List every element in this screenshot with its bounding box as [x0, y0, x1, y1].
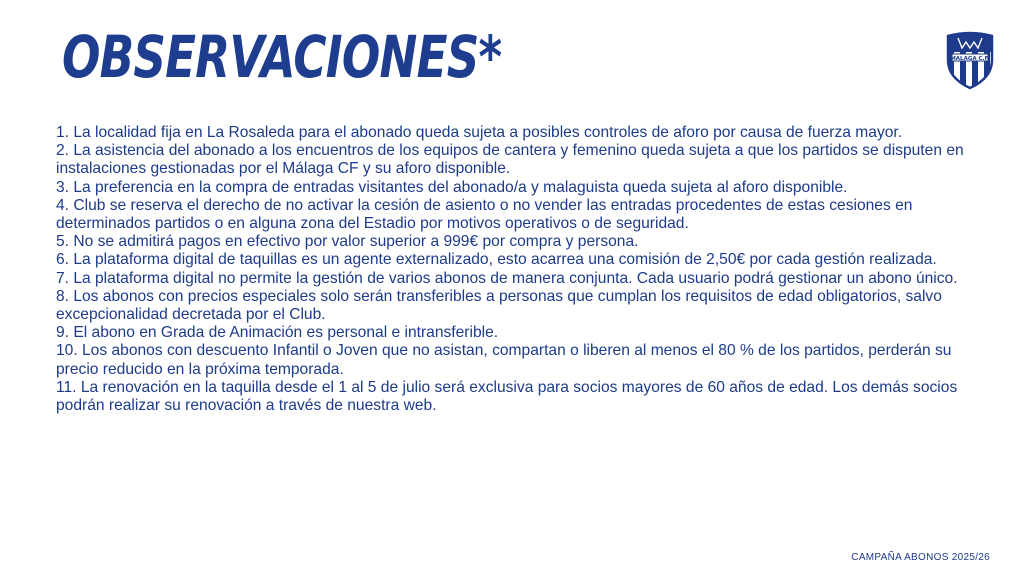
observation-item: 2. La asistencia del abonado a los encuentros de los equipos de cantera y femenino queda sujeta a que los partidos se disputen en instalaciones gestionadas por el Málaga CF y su aforo disponible.: [56, 142, 964, 178]
crest-label: MALAGA C.F.: [950, 56, 990, 62]
observation-item: 7. La plataforma digital no permite la gestión de varios abonos de manera conjunta. Cada usuario podrá gestionar un abono único.: [56, 269, 958, 287]
page-title: OBSERVACIONES*: [62, 23, 502, 91]
observation-item: 10. Los abonos con descuento Infantil o Joven que no asistan, compartan o liberen al menos el 80 % de los partidos, perderán su precio reducido en la próxima temporada.: [56, 342, 952, 378]
observation-item: 3. La preferencia en la compra de entradas visitantes del abonado/a y malaguista queda sujeta al aforo disponible.: [56, 178, 848, 196]
observation-item: 1. La localidad fija en La Rosaleda para el abonado queda sujeta a posibles controles de aforo por causa de fuerza mayor.: [56, 124, 903, 141]
observation-item: 6. La plataforma digital de taquillas es un agente externalizado, esto acarrea una comisión de 2,50€ por cada gestión realizada.: [56, 251, 937, 269]
observations-list: [56, 124, 976, 415]
observation-item: 9. El abono en Grada de Animación es personal e intransferible.: [56, 324, 499, 342]
observation-item: 11. La renovación en la taquilla desde el 1 al 5 de julio será exclusiva para socios mayores de 60 años de edad. Los demás socios podrán realizar su renovación a través de nuestra web.: [56, 378, 958, 415]
campaign-footer: CAMPAÑA ABONOS 2025/26: [851, 552, 990, 563]
observation-item: 8. Los abonos con precios especiales solo serán transferibles a personas que cumplan los requisitos de edad obligatorios, salvo excepcionalidad decretada por el Club.: [56, 287, 942, 324]
observation-item: 5. No se admitirá pagos en efectivo por valor superior a 999€ por compra y persona.: [56, 233, 639, 251]
observation-item: 4. Club se reserva el derecho de no activar la cesión de asiento o no vender las entradas procedentes de estas cesiones en determinados partidos o en alguna zona del Estadio por motivos operativos o de seguridad.: [56, 196, 913, 233]
malaga-cf-crest-icon: [944, 30, 996, 90]
